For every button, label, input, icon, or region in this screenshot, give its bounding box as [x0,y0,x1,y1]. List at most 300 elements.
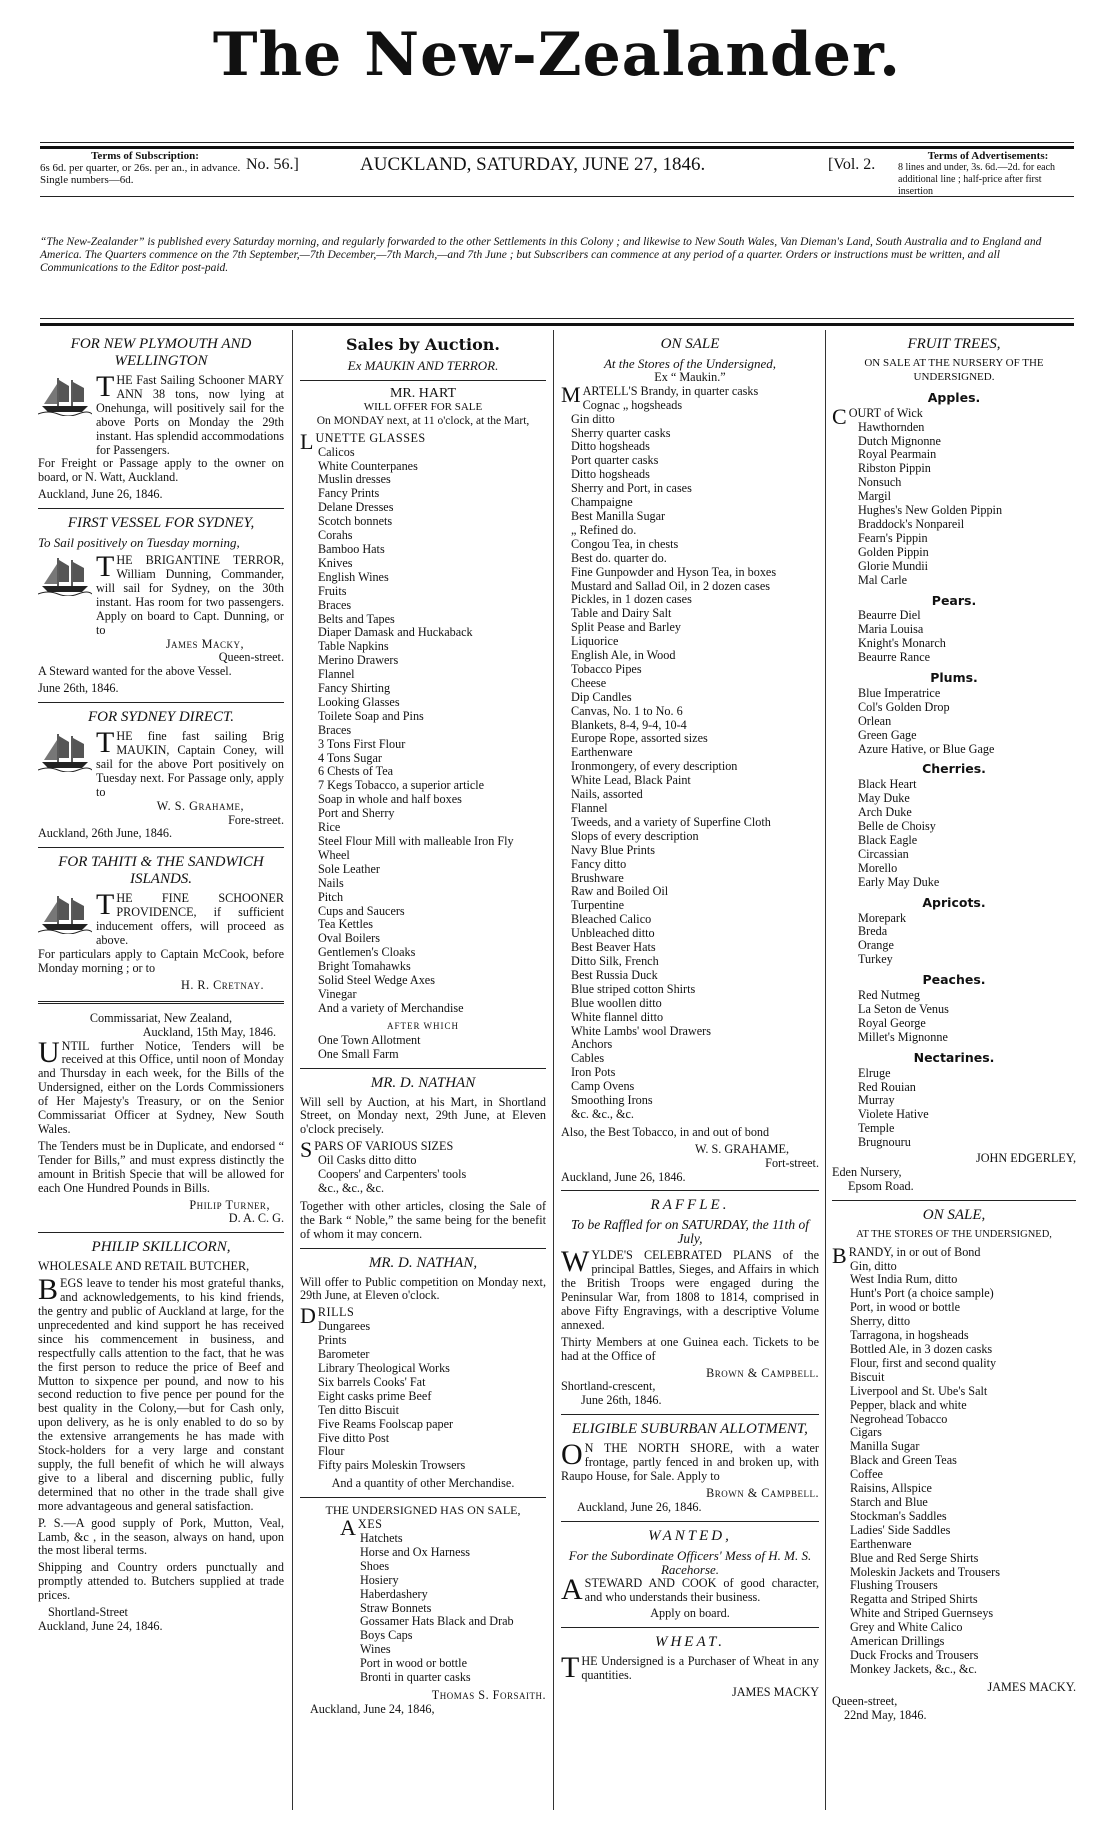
list-item: Prints [318,1333,347,1348]
ad-signature: Brown & Campbell. [706,1485,819,1500]
list-item: Europe Rope, assorted sizes [571,731,708,746]
list-item: Coopers' and Carpenters' tools [318,1167,467,1182]
column-3 [561,334,819,1700]
ad-date: Auckland, June 26, 1846. [561,1169,686,1184]
list-item: Bright Tomahawks [318,959,411,974]
list-item: Smoothing Irons [571,1093,653,1108]
ad-body: UNTIL further Notice, Tenders will be received at this Office, until noon of Monday and Thursday in each week, for the Bills of the Undersigned, either on the Lords Commissioners of Her Majesty's Treasury, or on the Senior Commissariat Officer at Sydney, New South Wales. [38,1035,284,1136]
list-item: Eight casks prime Beef [318,1388,432,1403]
list-item: Oval Boilers [318,931,380,946]
list-item: Muslin dresses [318,472,391,487]
fruit-item: Murray [858,1093,895,1108]
ad-signature: JAMES MACKY [731,1685,819,1700]
list-item: Blankets, 8-4, 9-4, 10-4 [571,717,687,732]
item-list [300,1532,546,1685]
issue-rule [40,196,1074,197]
ad-body: THE FINE SCHOONER PROVIDENCE, if sufficient inducement offers, will proceed as above. [96,888,284,948]
list-item: Cigars [850,1425,882,1440]
fruit-item: Nonsuch [858,475,902,490]
list-item: Bottled Ale, in 3 dozen casks [850,1342,993,1356]
fruit-item: Maria Louisa [858,622,924,637]
ad-date: Auckland, June 26, 1846. [38,487,163,502]
list-item: Rice [318,820,341,835]
list-item: Bamboo Hats [318,541,385,556]
fruit-item: May Duke [858,791,910,806]
list-item: One Small Farm [318,1046,399,1061]
list-item: Fine Gunpowder and Hyson Tea, in boxes [571,564,777,579]
column-2 [300,334,546,1717]
ad-body: For particulars apply to Captain McCook, before Monday morning ; or to [38,947,284,975]
fruit-item: Royal George [858,1015,926,1030]
fruit-item: Red Rouian [858,1079,916,1094]
list-item: Cheese [571,675,607,690]
list-item: Tea Kettles [318,917,373,932]
issue-number: No. 56.] [246,156,299,173]
fruit-item: Golden Pippin [858,544,929,559]
ad-title: ON SALE, [922,1206,986,1223]
fruit-category: Nectarines. [913,1049,995,1065]
list-item: Moleskin Jackets and Trousers [850,1564,1000,1579]
list-item: Best do. quarter do. [571,550,667,565]
list-item: White and Striped Guernseys [850,1606,994,1621]
divider [300,1497,546,1498]
list-item: Raisins, Allspice [850,1481,932,1496]
list-item: Fancy Shirting [318,681,391,696]
fruit-item: Hughes's New Golden Pippin [858,503,1003,518]
divider [561,1414,819,1415]
fruit-item: Red Nutmeg [858,988,920,1003]
ship-ad [38,370,284,457]
fruit-item: Beaurre Rance [858,650,931,665]
ad-note: A Steward wanted for the above Vessel. [38,664,232,679]
list-item: Five ditto Post [318,1430,390,1445]
list-item: Earthenware [850,1536,912,1551]
divider [300,1068,546,1069]
list-item: Best Russia Duck [571,967,658,982]
list-item: Duck Frocks and Trousers [850,1647,979,1662]
list-item: Best Beaver Hats [571,940,656,955]
ad-body: Will offer to Public competition on Monday next, 29th June, at Eleven o'clock. [300,1274,546,1303]
list-item: Unbleached ditto [571,926,655,941]
issue-date: AUCKLAND, SATURDAY, JUNE 27, 1846. [360,154,706,175]
list-item: Navy Blue Prints [571,842,655,857]
sailing-ship-icon [38,892,92,934]
list-first: DRILLS [300,1303,355,1329]
fruit-item: Ribston Pippin [858,461,931,476]
sailing-ship-icon [38,730,92,772]
list-item: Starch and Blue [850,1494,928,1509]
list-item: Earthenware [571,745,633,760]
list-item: Fruits [318,583,347,598]
advertisement-terms: Terms of Advertisements: 8 lines and under, 3s. 6d.—2d. for each additional line ; half-price after first insertion [898,150,1056,197]
list-item: White flannel ditto [571,1009,664,1024]
fruit-item: Morepark [858,910,907,925]
ad-date: Auckland, 26th June, 1846. [38,826,173,841]
notice-rule-thick [40,323,1074,326]
ad-signature: Philip Turner, [189,1197,270,1212]
fruit-item: Royal Pearmain [858,447,937,462]
fruit-item: Circassian [858,846,909,861]
divider [832,1200,1076,1201]
list-item: Sherry, ditto [850,1314,911,1329]
ship-ad [38,550,284,637]
fruit-item: Col's Golden Drop [858,699,950,714]
list-item: Delane Dresses [318,500,394,515]
ad-signature: H. R. Cretnay. [181,977,264,992]
list-item: Tweeds, and a variety of Superfine Cloth [571,814,771,829]
ad-signature: Thomas S. Forsaith. [431,1687,546,1702]
list-first: SPARS OF VARIOUS SIZES [300,1137,454,1163]
ad-title: MR. D. NATHAN, [368,1254,478,1271]
fruit-item: Black Eagle [858,833,918,847]
list-item: Hatchets [360,1530,403,1545]
ad-body: Shipping and Country orders punctually and promptly attended to. Butchers supplied at trade prices. [38,1560,284,1603]
ad-date: Auckland, June 26, 1846. [577,1499,702,1514]
list-item: Champaigne [571,495,633,510]
ad-title: FOR TAHITI & THE SANDWICH ISLANDS. [58,854,264,888]
list-item: Bleached Calico [571,912,652,927]
list-item: Pitch [318,889,344,904]
ad-body: THE BRIGANTINE TERROR, William Dunning, Commander, will sail for Sydney, on the 30th instant. Has room for two passengers. Apply on board to Capt. Dunning, or to [96,550,284,637]
ad-subtitle: AT THE STORES OF THE UNDERSIGNED, [856,1228,1052,1240]
fruit-item: Green Gage [858,727,917,742]
ad-address: Shortland-Street [48,1605,128,1620]
item-list [300,1154,546,1196]
ad-body: The Tenders must be in Duplicate, and endorsed “ Tender for Bills,” and must express distinctly the amount in British Specie that will be allowed for each One Hundred Pounds in Bills. [38,1138,284,1195]
divider [561,1521,819,1522]
list-item: Port quarter casks [571,453,659,468]
list-item: Fancy Prints [318,486,380,501]
ad-subtitle: At the Stores of the Undersigned, [603,356,777,371]
divider [38,1001,284,1004]
ad-footer: And a quantity of other Merchandise. [331,1476,515,1491]
ad-title: MR. D. NATHAN [370,1074,476,1091]
list-item: „ Refined do. [571,522,637,537]
list-item: Liquorice [571,634,619,649]
masthead-rule [40,142,1074,143]
fruit-category: Apples. [927,389,981,405]
ad-heading: Commissariat, New Zealand, [89,1010,233,1025]
notice-rule [40,318,1074,319]
ship-ad [38,726,284,800]
ad-body: THE Undersigned is a Purchaser of Wheat in any quantities. [561,1651,819,1685]
column-1 [38,334,284,1634]
list-item: Toilete Soap and Pins [318,708,424,723]
ad-heading: Auckland, 15th May, 1846. [142,1024,276,1039]
ad-subtitle: To Sail positively on Tuesday morning, [38,535,240,551]
fruit-category: Pears. [931,592,977,608]
fruit-item: La Seton de Venus [858,1001,949,1016]
list-item: Ditto hogsheads [571,467,650,482]
list-item: 7 Kegs Tobacco, a superior article [318,778,485,793]
list-item: Flour [318,1444,345,1459]
list-item: Ditto hogsheads [571,439,650,454]
ad-date: Auckland, June 24, 1846, [310,1701,435,1716]
list-item: Barometer [318,1347,370,1362]
list-item: 3 Tons First Flour [318,736,406,751]
list-item: Diaper Damask and Huckaback [318,625,473,640]
divider [38,847,284,848]
ad-when: On MONDAY next, at 11 o'clock, at the Mart, [316,414,530,427]
ad-address: Epsom Road. [848,1178,914,1193]
ad-subtitle: Ex MAUKIN AND TERROR. [347,358,499,373]
divider [38,702,284,703]
list-item: Braces [318,722,352,737]
list-item: West India Rum, ditto [850,1272,958,1287]
list-item: And a variety of Merchandise [318,1000,464,1015]
ad-subtitle: WHOLESALE AND RETAIL BUTCHER, [38,1259,250,1274]
list-item: Fifty pairs Moleskin Trowsers [318,1458,466,1473]
list-item: Port, in wood or bottle [850,1300,961,1315]
fruit-item: Turkey [858,952,893,967]
list-item: Looking Glasses [318,694,400,709]
list-item: Bronti in quarter casks [360,1670,471,1685]
list-item: Camp Ovens [571,1079,635,1094]
list-item: Congou Tea, in chests [571,536,679,551]
ad-signature: JOHN EDGERLEY, [976,1151,1076,1166]
list-item: Negrohead Tobacco [850,1411,948,1426]
list-item: Six barrels Cooks' Fat [318,1374,426,1389]
ad-note: Apply on board. [650,1606,730,1621]
list-item: Turpentine [571,898,625,913]
ad-signature: W. S. GRAHAME, [694,1141,789,1156]
fruit-item: Black Heart [858,777,917,792]
ad-body: Thirty Members at one Guinea each. Tickets to be had at the Office of [561,1334,819,1363]
list-item: Nails, assorted [571,787,643,802]
list-item: Belts and Tapes [318,611,395,626]
ad-title: RAFFLE. [650,1197,730,1214]
list-item: Coffee [850,1467,883,1482]
ad-title: FOR NEW PLYMOUTH AND WELLINGTON [70,336,252,369]
item-list [832,1260,1076,1677]
list-item: Grey and White Calico [850,1620,963,1635]
fruit-item: Fearn's Pippin [858,530,928,545]
list-item: Table Napkins [318,639,389,654]
list-first: BRANDY, in or out of Bond [832,1242,981,1268]
ad-date: June 26th, 1846. [38,681,119,696]
list-item: Knives [318,555,353,570]
list-item: Canvas, No. 1 to No. 6 [571,703,683,718]
fruit-category: Peaches. [922,972,986,988]
ad-signature: JAMES MACKY. [987,1679,1076,1694]
list-item: Best Manilla Sugar [571,508,666,523]
ad-body: Also, the Best Tobacco, in and out of bond [561,1124,770,1139]
list-item: Regatta and Striped Shirts [850,1592,978,1607]
sailing-ship-icon [38,554,92,596]
section-title: Sales by Auction. [346,335,500,354]
ad-signature: James Macky, [165,636,244,651]
ad-body: THE Fast Sailing Schooner MARY ANN 38 tons, now lying at Onehunga, will positively sail for the above Ports on Monday the 29th instant. Has splendid accommodations for Passengers. [96,370,284,457]
list-item: White Lambs' wool Drawers [571,1023,711,1038]
ad-title: FRUIT TREES, [907,336,1001,352]
ad-date: 22nd May, 1846. [844,1707,927,1722]
column-divider [292,330,293,1810]
item-list [300,1034,546,1062]
divider [300,380,546,381]
list-item: Blue and Red Serge Shirts [850,1550,979,1565]
list-item: Biscuit [850,1369,885,1384]
list-item: Iron Pots [571,1065,616,1080]
divider [38,1232,284,1233]
ad-title: FIRST VESSEL FOR SYDNEY, [67,515,255,532]
list-item: Blue woollen ditto [571,995,662,1010]
list-item: Mustard and Sallad Oil, in 2 dozen cases [571,578,771,593]
ad-title: PHILIP SKILLICORN, [91,1239,231,1256]
fruit-category: Plums. [930,670,978,686]
item-list [300,1320,546,1473]
list-item: Straw Bonnets [360,1600,432,1615]
list-item: Ditto Silk, French [571,953,659,968]
list-first: AXES [340,1515,383,1541]
fruit-item: Blue Imperatrice [858,685,941,700]
fruit-item: Arch Duke [858,805,912,820]
list-item: 4 Tons Sugar [318,750,382,765]
list-item: Gin, ditto [850,1258,897,1273]
fruit-item: Knight's Monarch [858,636,946,651]
volume-number: [Vol. 2. [828,156,876,173]
ad-body: BEGS leave to tender his most grateful thanks, and acknowledgements, to his kind friends, the gentry and public of Auckland at large, for the unprecedented and kind support he has received since his commencement in business, and respectfully calls attention to the fact, that he was the first person to reduce the price of Beef and Mutton to sixpence per pound, and now to his second reduction to five pence per pound for the best quality in the Colony,—but for Cash only, upon delivery, as he is only enabled to do so by the extensive arrangements he has made with Stock-holders for a very large and constant supply, the full benefit of which he will always give to a liberal and discerning public, fully determined that no other in the trade shall give more advantageous and general satisfaction. [38,1273,284,1513]
fruit-item: Breda [858,924,888,939]
list-item: Stockman's Saddles [850,1508,947,1523]
list-item: Raw and Boiled Oil [571,884,669,899]
fruit-item: Orlean [858,713,892,728]
list-first: LUNETTE GLASSES [300,428,426,454]
list-item: Flour, first and second quality [850,1355,997,1370]
list-item: Soap in whole and half boxes [318,792,462,807]
ad-title: WHEAT. [654,1634,726,1651]
list-item: Wines [360,1642,391,1657]
list-item: English Ale, in Wood [571,648,676,663]
divider [300,1248,546,1249]
list-item: Shoes [360,1558,390,1573]
list-item: Pickles, in 1 dozen cases [571,592,692,607]
list-item: Flannel [318,667,355,682]
list-item: &c., &c., &c. [318,1180,384,1195]
ad-body: O N THE NORTH SHORE, with a water frontage, partly fenced in and broken up, with Raupo House, for Sale. Apply to [561,1438,819,1484]
divider [38,508,284,509]
fruit-item: Temple [858,1121,895,1136]
list-item: Split Pease and Barley [571,620,682,635]
list-item: Horse and Ox Harness [360,1544,470,1559]
ad-subtitle: ON SALE AT THE NURSERY OF THE UNDERSIGNED. [864,357,1044,383]
ad-address: Fore-street. [228,812,284,827]
list-item: Slops of every description [571,828,699,843]
list-item: English Wines [318,569,389,584]
fruit-category: Apricots. [922,894,986,910]
list-item: Vinegar [318,986,357,1001]
ad-body: P. S.—A good supply of Pork, Mutton, Veal, Lamb, &c , in the season, always on hand, upon the most liberal terms. [38,1515,284,1558]
list-item: Port in wood or bottle [360,1656,467,1671]
list-item: Sherry and Port, in cases [571,481,692,496]
list-item: Black and Green Teas [850,1453,957,1468]
ad-subtitle: WILL OFFER FOR SALE [363,400,483,413]
fruit-item: Azure Hative, or Blue Gage [858,741,995,756]
ad-title: ON SALE [660,336,720,352]
auctioneer-name: MR. HART [389,386,457,401]
divider [561,1627,819,1628]
list-item: Flushing Trousers [850,1578,938,1593]
fruit-item: Orange [858,938,894,953]
ad-body: Will sell by Auction, at his Mart, in Shortland Street, on Monday next, 29th June, at Eleven o'clock precisely. [300,1094,546,1137]
list-item: White Counterpanes [318,458,418,473]
column-4 [832,334,1076,1722]
list-item: Tarragona, in hogsheads [850,1328,969,1343]
ad-address: Queen-street. [218,650,284,665]
list-item: Calicos [318,444,355,459]
ad-signature: Brown & Campbell. [706,1365,819,1380]
divider [561,1190,819,1191]
column-divider [825,330,826,1810]
list-item: Table and Dairy Salt [571,606,672,621]
list-item: Dungarees [318,1319,371,1334]
fruit-item: Millet's Mignonne [858,1029,948,1044]
fruit-item: Elruge [858,1065,891,1080]
list-item: Hunt's Port (a choice sample) [850,1286,994,1301]
ad-subtitle: AFTER WHICH [386,1020,460,1031]
list-item: Scotch bonnets [318,514,393,529]
list-item: Tobacco Pipes [571,661,642,676]
list-item: Port and Sherry [318,806,395,821]
list-item: Blue striped cotton Shirts [571,981,696,996]
fruit-item: Beaurre Diel [858,608,921,623]
list-item: Manilla Sugar [850,1439,920,1454]
list-item: Sole Leather [318,861,380,876]
list-item: Corahs [318,528,353,543]
list-first: MARTELL'S Brandy, in quarter casks [561,381,759,407]
list-item: Fancy ditto [571,856,627,871]
list-item: Gin ditto [571,411,615,426]
list-item: Monkey Jackets, &c., &c. [850,1661,977,1676]
subscription-terms: Terms of Subscription: 6s 6d. per quarter, or 26s. per an., in advance. Single numbers—6d. [40,150,241,186]
issue-line [40,146,1074,197]
ad-date: June 26th, 1846. [581,1393,662,1408]
fruit-item: Glorie Mundii [858,558,929,573]
list-item: American Drillings [850,1634,945,1649]
list-item: Oil Casks ditto ditto [318,1153,417,1168]
column-divider [553,330,554,1810]
ad-body: For Freight or Passage apply to the owner on board, or N. Watt, Auckland. [38,456,284,485]
ad-body: WYLDE'S CELEBRATED PLANS of the principal Battles, Sieges, and Affairs in which the British Troops were engaged during the Peninsular War, from 1808 to 1814, comprised in above Fifty Engravings, with a descriptive Volume annexed. [561,1245,819,1332]
list-item: Pepper, black and white [850,1397,967,1412]
ad-address: Queen-street, [832,1693,898,1708]
ad-signature: W. S. Grahame, [156,798,244,813]
fruit-item: Braddock's Nonpareil [858,516,965,531]
masthead-title: The New-Zealander. [212,20,902,90]
list-item: Liverpool and St. Ube's Salt [850,1383,988,1398]
ad-address: Fort-street. [765,1155,819,1170]
fruit-item: Belle de Choisy [858,819,936,834]
list-item: 6 Chests of Tea [318,764,394,779]
ad-address: Eden Nursery, [832,1164,902,1179]
list-item: Steel Flour Mill with malleable Iron Fly Wheel [318,834,514,862]
list-item: White Lead, Black Paint [571,773,691,788]
list-item: Ten ditto Biscuit [318,1402,400,1417]
list-item: Brushware [571,870,624,885]
item-list [300,446,546,1016]
list-item: &c. &c., &c. [571,1106,634,1121]
list-item: Nails [318,875,344,890]
ad-signature: D. A. C. G. [228,1211,284,1226]
ad-subtitle: Ex “ Maukin.” [654,369,726,384]
list-item: Haberdashery [360,1586,428,1601]
fruit-list [832,391,1076,1150]
ad-title: THE UNDERSIGNED HAS ON SALE, [325,1503,521,1518]
list-first: COURT of Wick [832,403,923,429]
list-item: Ladies' Side Saddles [850,1522,951,1537]
list-item: Sherry quarter casks [571,425,671,440]
fruit-item: Morello [858,860,898,875]
list-item: Braces [318,597,352,612]
